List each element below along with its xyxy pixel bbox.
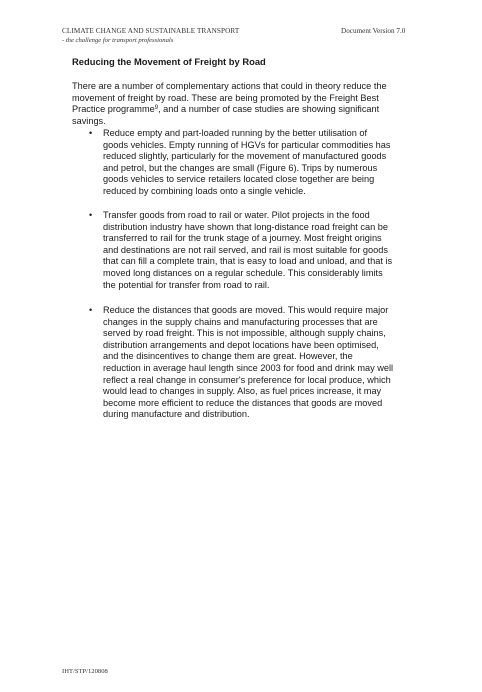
bullet-text: [103, 128, 433, 198]
intro-line: There are a number of complementary actions that could in theory reduce the: [72, 81, 387, 91]
bullet-line: reflect a real change in consumer's preference for local produce, which: [103, 374, 391, 385]
intro-paragraph: [72, 81, 422, 127]
running-header: [62, 27, 239, 45]
bullet-line: the potential for transfer from road to rail.: [103, 279, 270, 290]
bullet-line: goods vehicles to service retailers located close together are being: [103, 174, 375, 185]
bullet-line: that can fill a complete train, that is easy to load and unload, and that is: [103, 256, 393, 267]
bullet-line: Reduce empty and part-loaded running by the better utilisation of: [103, 128, 368, 138]
intro-line-part: Practice programme: [72, 104, 155, 115]
bullet-line: reduced by combining loads onto a single vehicle.: [103, 185, 306, 196]
bullet-text: [103, 210, 433, 291]
bullet-line: Reduce the distances that goods are moved. This would require major: [103, 305, 389, 315]
bullet-line: moved long distances on a regular schedule. This considerably limits: [103, 267, 383, 278]
bullet-line: become more efficient to reduce the distances that goods are moved: [103, 397, 383, 408]
footnote-reference: 9: [154, 105, 159, 112]
intro-line: [72, 104, 422, 116]
bullet-line: Transfer goods from road to rail or water. Pilot projects in the food: [103, 210, 370, 220]
intro-line: savings.: [72, 115, 106, 126]
bullet-line: transferred to rail for the trunk stage of a journey. Most freight origins: [103, 233, 382, 244]
bullet-marker: •: [89, 128, 93, 138]
bullet-line: and the disincentives to change them are great. However, the: [103, 351, 353, 362]
bullet-line: would lead to changes in supply. Also, as fuel prices increase, it may: [103, 386, 382, 397]
intro-line: movement of freight by road. These are being promoted by the Freight Best: [72, 92, 379, 103]
header-title: CLIMATE CHANGE AND SUSTAINABLE TRANSPORT: [62, 27, 240, 35]
bullet-text: [103, 305, 433, 421]
bullet-line: during manufacture and distribution.: [103, 409, 250, 420]
bullet-marker: •: [89, 210, 93, 220]
bullet-line: reduction in average haul length since 2003 for food and drink may well: [103, 362, 394, 373]
bullet-line: served by road freight. This is not impossible, although supply chains,: [103, 328, 386, 339]
document-version: Document Version 7.0: [341, 27, 406, 35]
bullet-line: goods vehicles. Empty running of HGVs for particular commodities has: [103, 139, 391, 150]
bullet-line: reduced slightly, particularly for the movement of manufactured goods: [103, 151, 387, 162]
bullet-line: changes in the supply chains and manufacturing processes that are: [103, 316, 378, 327]
bullet-marker: •: [89, 305, 93, 315]
bullet-line: and petrol, but the changes are small (Figure 6). Trips by numerous: [103, 162, 378, 173]
bullet-line: distribution arrangements and depot locations have been optimised,: [103, 339, 379, 350]
bullet-line: distribution industry have shown that long-distance road freight can be: [103, 221, 388, 232]
section-heading: Reducing the Movement of Freight by Road: [72, 56, 266, 67]
header-subtitle: - the challenge for transport professionals: [62, 37, 174, 44]
bullet-line: and destinations are not rail served, and rail is most suitable for goods: [103, 244, 388, 255]
intro-line-part: , and a number of case studies are showing significant: [158, 104, 380, 115]
footer-document-code: IHT/STP/120808: [62, 668, 108, 675]
